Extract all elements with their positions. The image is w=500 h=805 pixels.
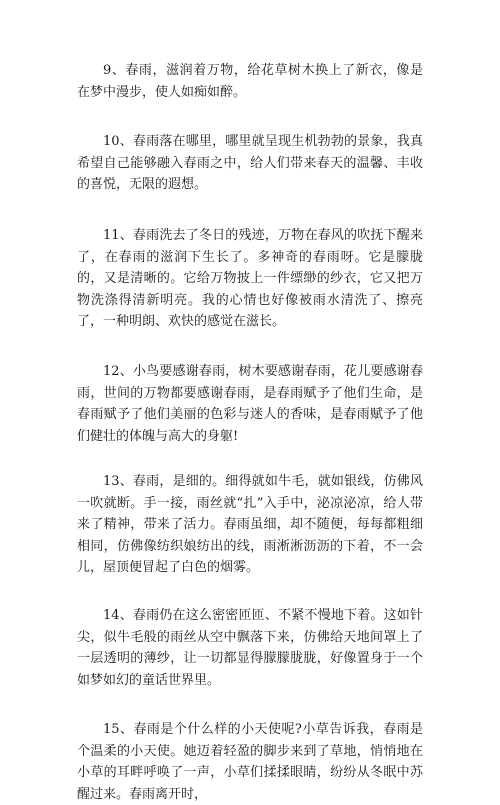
paragraph-15: 15、春雨是个什么样的小天使呢?小草告诉我，春雨是个温柔的小天使。她迈着轻盈的脚步来到了草地，悄悄地在小草的耳畔呼唤了一声，小草们揉揉眼睛，纷纷从冬眠中苏醒过来。春雨离开时， [77, 722, 423, 802]
paragraph-13: 13、春雨，是细的。细得就如牛毛，就如银线，仿佛风一吹就断。手一接，雨丝就“扎”入手中，泌凉泌凉，给人带来了精神，带来了活力。春雨虽细，却不随便，每每都粗细相同，仿佛像纺织娘纺出的线，雨淅淅沥沥的下着，不一会儿，屋顶便冒起了白色的烟雾。 [77, 474, 423, 575]
paragraph-10: 10、春雨落在哪里，哪里就呈现生机勃勃的景象，我真希望自己能够融入春雨之中，给人们带来春天的温馨、丰收的喜悦，无限的遐想。 [77, 134, 423, 192]
paragraph-11: 11、春雨洗去了冬日的残迹，万物在春风的吹抚下醒来了，在春雨的滋润下生长了。多神奇的春雨呀。它是朦胧的，又是清晰的。它给万物披上一件缥缈的纱衣，它又把万物洗涤得清新明亮。我的心情也好像被雨水清洗了、擦亮了，一种明朗、欢快的感觉在滋长。 [77, 228, 423, 329]
paragraph-12: 12、小鸟要感谢春雨，树木要感谢春雨，花儿要感谢春雨，世间的万物都要感谢春雨，是春雨赋予了他们生命，是春雨赋予了他们美丽的色彩与迷人的香味，是春雨赋予了他们健壮的体魄与高大的身躯! [77, 364, 423, 444]
paragraph-14: 14、春雨仍在这么密密匝匝、不紧不慢地下着。这如针尖，似牛毛般的雨丝从空中飘落下来，仿佛给天地间罩上了一层透明的薄纱，让一切都显得朦朦胧胧，好像置身于一个如梦如幻的童话世界里。 [77, 608, 423, 688]
paragraph-9: 9、春雨，滋润着万物，给花草树木换上了新衣，像是在梦中漫步，使人如痴如醉。 [77, 63, 423, 100]
